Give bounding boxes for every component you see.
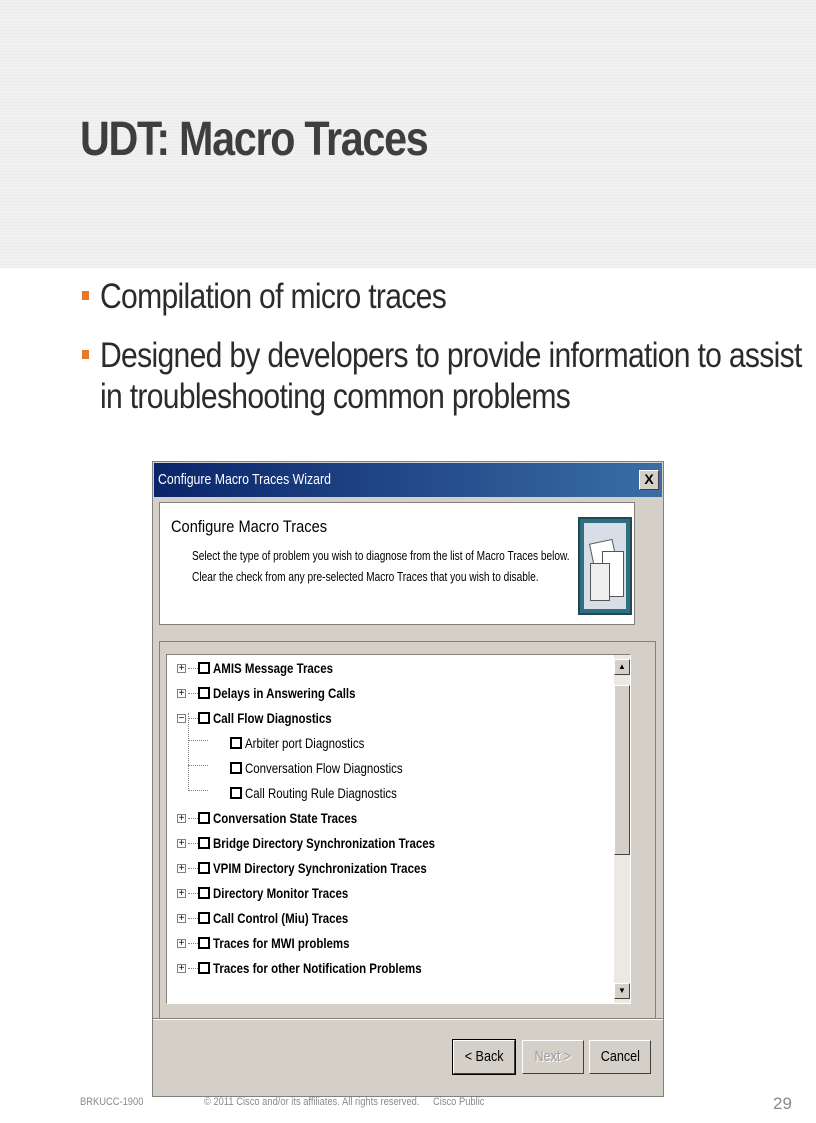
- tree-item-label: Conversation Flow Diagnostics: [245, 760, 403, 776]
- checkbox[interactable]: [198, 962, 210, 974]
- back-button[interactable]: [453, 1040, 515, 1074]
- checkbox[interactable]: [198, 812, 210, 824]
- tree-item[interactable]: [177, 708, 358, 728]
- footer-session-code: BRKUCC-1900: [80, 1096, 144, 1108]
- expand-icon[interactable]: +: [178, 662, 185, 674]
- checkbox[interactable]: [198, 712, 210, 724]
- expand-icon[interactable]: +: [178, 837, 185, 849]
- cancel-button[interactable]: [589, 1040, 651, 1074]
- expand-icon[interactable]: +: [178, 937, 185, 949]
- next-button[interactable]: [522, 1040, 584, 1074]
- expand-icon[interactable]: +: [178, 912, 185, 924]
- tree-item[interactable]: [177, 858, 474, 878]
- tree-item[interactable]: [177, 933, 379, 953]
- checkbox[interactable]: [198, 887, 210, 899]
- tree-item[interactable]: [177, 808, 389, 828]
- cancel-button-label: Cancel: [600, 1048, 640, 1065]
- scroll-down-icon[interactable]: ▼: [614, 983, 630, 999]
- checkbox[interactable]: [230, 787, 242, 799]
- tree-item-label: Arbiter port Diagnostics: [245, 735, 365, 751]
- tree-item-label: AMIS Message Traces: [213, 660, 333, 676]
- bullet-text-continued: in troubleshooting common problems: [100, 377, 571, 416]
- button-separator: [153, 1018, 663, 1020]
- tree-item[interactable]: [177, 908, 378, 928]
- wizard-header-title: Configure Macro Traces: [171, 517, 328, 536]
- dialog-title: Configure Macro Traces Wizard: [158, 471, 331, 488]
- checkbox[interactable]: [198, 937, 210, 949]
- bullet-item: [80, 276, 780, 317]
- checkbox[interactable]: [230, 737, 242, 749]
- footer-classification: Cisco Public: [433, 1096, 485, 1108]
- macro-traces-group: [159, 641, 656, 1020]
- tree-item-label: Call Flow Diagnostics: [213, 710, 332, 726]
- checkbox[interactable]: [198, 687, 210, 699]
- tree-subitem[interactable]: [230, 758, 437, 778]
- tree-item-label: Delays in Answering Calls: [213, 685, 356, 701]
- collapse-icon[interactable]: −: [178, 712, 185, 724]
- scroll-thumb[interactable]: [614, 685, 630, 855]
- close-button[interactable]: X: [639, 470, 659, 490]
- tree-item-label: Call Control (Miu) Traces: [213, 910, 349, 926]
- tree-item[interactable]: [177, 883, 378, 903]
- configure-macro-traces-dialog: [152, 461, 664, 1097]
- wizard-header-description: [192, 545, 570, 587]
- bullet-item: [80, 335, 802, 417]
- dialog-titlebar[interactable]: [154, 463, 662, 497]
- tree-item-label: Call Routing Rule Diagnostics: [245, 785, 397, 801]
- expand-icon[interactable]: +: [178, 862, 185, 874]
- page-number: 29: [773, 1094, 792, 1113]
- tree-item-label: Traces for other Notification Problems: [213, 960, 422, 976]
- slide-title: UDT: Macro Traces: [80, 113, 428, 166]
- tree-subitem[interactable]: [230, 733, 391, 753]
- tree-item[interactable]: [177, 683, 387, 703]
- tree-item[interactable]: [177, 658, 359, 678]
- checkbox[interactable]: [198, 837, 210, 849]
- bullet-text: Compilation of micro traces: [100, 277, 447, 316]
- next-button-label: Next >: [534, 1048, 572, 1065]
- wizard-header-panel: [159, 502, 635, 625]
- footer-copyright: © 2011 Cisco and/or its affiliates. All rights reserved.: [204, 1096, 420, 1108]
- checkbox[interactable]: [198, 912, 210, 924]
- tree-item-label: VPIM Directory Synchronization Traces: [213, 860, 427, 876]
- tree-item[interactable]: [177, 958, 467, 978]
- tree-item-label: Traces for MWI problems: [213, 935, 350, 951]
- tree-subitem[interactable]: [230, 783, 430, 803]
- back-button-label: < Back: [464, 1048, 504, 1065]
- bullet-list: [80, 276, 802, 417]
- bullet-marker-icon: [82, 350, 89, 359]
- checkbox[interactable]: [230, 762, 242, 774]
- bullet-marker-icon: [82, 291, 89, 300]
- tree-item-label: Bridge Directory Synchronization Traces: [213, 835, 436, 851]
- wizard-description-line: Select the type of problem you wish to diagnose from the list of Macro Traces below.: [192, 548, 570, 563]
- tree-item-label: Conversation State Traces: [213, 810, 358, 826]
- checkbox[interactable]: [198, 862, 210, 874]
- wizard-document-icon: [578, 517, 632, 615]
- bullet-text: Designed by developers to provide information to assist: [100, 336, 802, 375]
- macro-traces-tree[interactable]: [166, 654, 631, 1004]
- expand-icon[interactable]: +: [178, 812, 185, 824]
- tree-scrollbar[interactable]: [614, 655, 630, 1003]
- checkbox[interactable]: [198, 662, 210, 674]
- expand-icon[interactable]: +: [178, 687, 185, 699]
- scroll-up-icon[interactable]: ▲: [614, 659, 630, 675]
- wizard-description-line: Clear the check from any pre-selected Macro Traces that you wish to disable.: [192, 569, 539, 584]
- expand-icon[interactable]: +: [178, 887, 185, 899]
- tree-item[interactable]: [177, 833, 484, 853]
- expand-icon[interactable]: +: [178, 962, 185, 974]
- tree-item-label: Directory Monitor Traces: [213, 885, 349, 901]
